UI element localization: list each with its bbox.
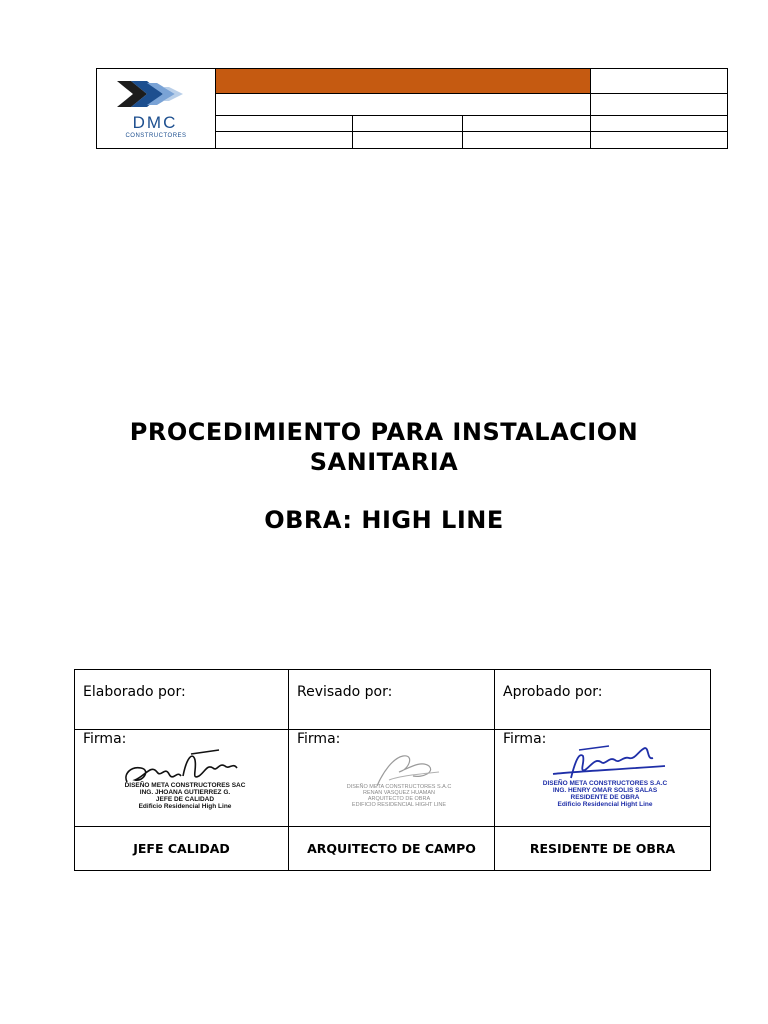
role-jefe-calidad: JEFE CALIDAD [133,841,230,856]
header-meta-cell [591,116,727,132]
header-title-band [216,69,591,94]
stamp-arquitecto: DISEÑO META CONSTRUCTORES S.A.C RENAN VASQUEZ HUAMAN ARQUITECTO DE OBRA EDIFICIO RESIDENCIAL HIGHT LINE [346,784,452,809]
header-meta-cell [216,116,353,132]
company-logo [97,69,216,148]
header-meta-cell [353,116,463,132]
revisado-cell [289,670,495,730]
firma-cell-3 [495,730,710,827]
document-title-line2: SANITARIA [309,448,459,476]
header-meta-cell [463,116,591,132]
revisado-label: Revisado por: [297,684,393,700]
role-arquitecto: ARQUITECTO DE CAMPO [307,841,476,856]
document-header [96,68,728,149]
role-cell-3 [495,827,710,870]
header-meta-cell [353,132,463,148]
header-subtitle-cell [216,94,591,116]
firma-cell-2 [289,730,495,827]
firma-label: Firma: [503,731,547,747]
header-meta-cell [463,132,591,148]
aprobado-cell [495,670,710,730]
logo-text: DMC [132,113,178,132]
stamp-residente: DISEÑO META CONSTRUCTORES S.A.C ING. HENRY OMAR SOLIS SALAS RESIDENTE DE OBRA Edificio Residencial Hight Line [542,780,668,809]
elaborado-label: Elaborado por: [83,684,186,700]
header-meta-cell [591,132,727,148]
stamp-jefe-calidad: DISEÑO META CONSTRUCTORES SAC ING. JHOANA GUTIERREZ G. JEFE DE CALIDAD Edificio Residencial High Line [124,782,246,811]
firma-label: Firma: [297,731,341,747]
logo-subtext: CONSTRUCTORES [125,133,187,139]
elaborado-cell [75,670,289,730]
approval-table [74,669,711,871]
role-cell-2 [289,827,495,870]
header-version-cell [591,94,727,116]
document-title-line1: PROCEDIMIENTO PARA INSTALACION [129,418,639,446]
firma-label: Firma: [83,731,127,747]
firma-cell-1 [75,730,289,827]
project-name: OBRA: HIGH LINE [264,506,504,534]
header-code-cell [591,69,727,94]
role-residente: RESIDENTE DE OBRA [529,841,676,856]
dmc-chevron-logo-icon [117,77,193,111]
aprobado-label: Aprobado por: [503,684,603,700]
header-meta-cell [216,132,353,148]
role-cell-1 [75,827,289,870]
